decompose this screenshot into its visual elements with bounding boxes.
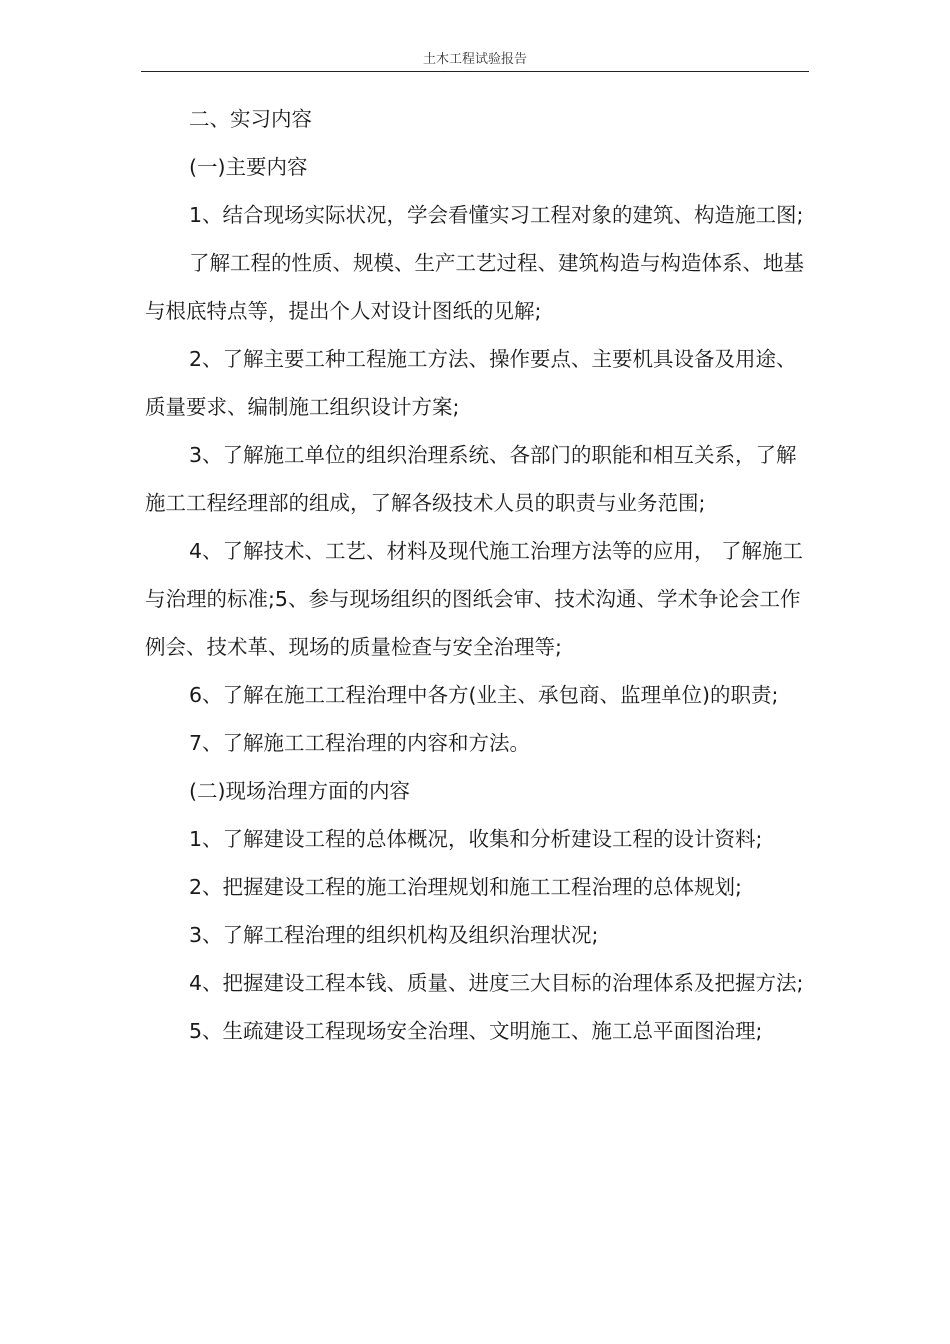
section-heading: 二、实习内容 [189,107,312,131]
paragraph: 4、了解技术、工艺、材料及现代施工治理方法等的应用， 了解施工与治理的标准;5、参与现场组织的图纸会审、技术沟通、学术争论会工作例会、技术革、现场的质量检查与安全治理等; [145,539,804,659]
paragraph: 3、了解工程治理的组织机构及组织治理状况; [189,923,599,947]
paragraph: 6、了解在施工工程治理中各方(业主、承包商、监理单位)的职责; [189,683,779,707]
subsection-heading: (二)现场治理方面的内容 [189,779,410,803]
paragraph: 1、结合现场实际状况，学会看懂实习工程对象的建筑、构造施工图; [189,203,804,227]
header-divider [141,71,809,72]
paragraph: 3、了解施工单位的组织治理系统、各部门的职能和相互关系，了解施工工程经理部的组成，了解各级技术人员的职责与业务范围; [145,443,797,515]
paragraph: 2、把握建设工程的施工治理规划和施工工程治理的总体规划; [189,875,742,899]
document-body [145,95,815,1055]
paragraph: 7、了解施工工程治理的内容和方法。 [189,731,531,755]
paragraph: 1、了解建设工程的总体概况，收集和分析建设工程的设计资料; [189,827,763,851]
page-header-title: 土木工程试验报告 [422,52,527,67]
paragraph: 5、生疏建设工程现场安全治理、文明施工、施工总平面图治理; [189,1019,763,1043]
paragraph: 4、把握建设工程本钱、质量、进度三大目标的治理体系及把握方法; [189,971,804,995]
subsection-heading: (一)主要内容 [189,155,308,179]
paragraph: 了解工程的性质、规模、生产工艺过程、建筑构造与构造体系、地基与根底特点等，提出个人对设计图纸的见解; [145,251,804,323]
paragraph: 2、了解主要工种工程施工方法、操作要点、主要机具设备及用途、质量要求、编制施工组织设计方案; [145,347,797,419]
